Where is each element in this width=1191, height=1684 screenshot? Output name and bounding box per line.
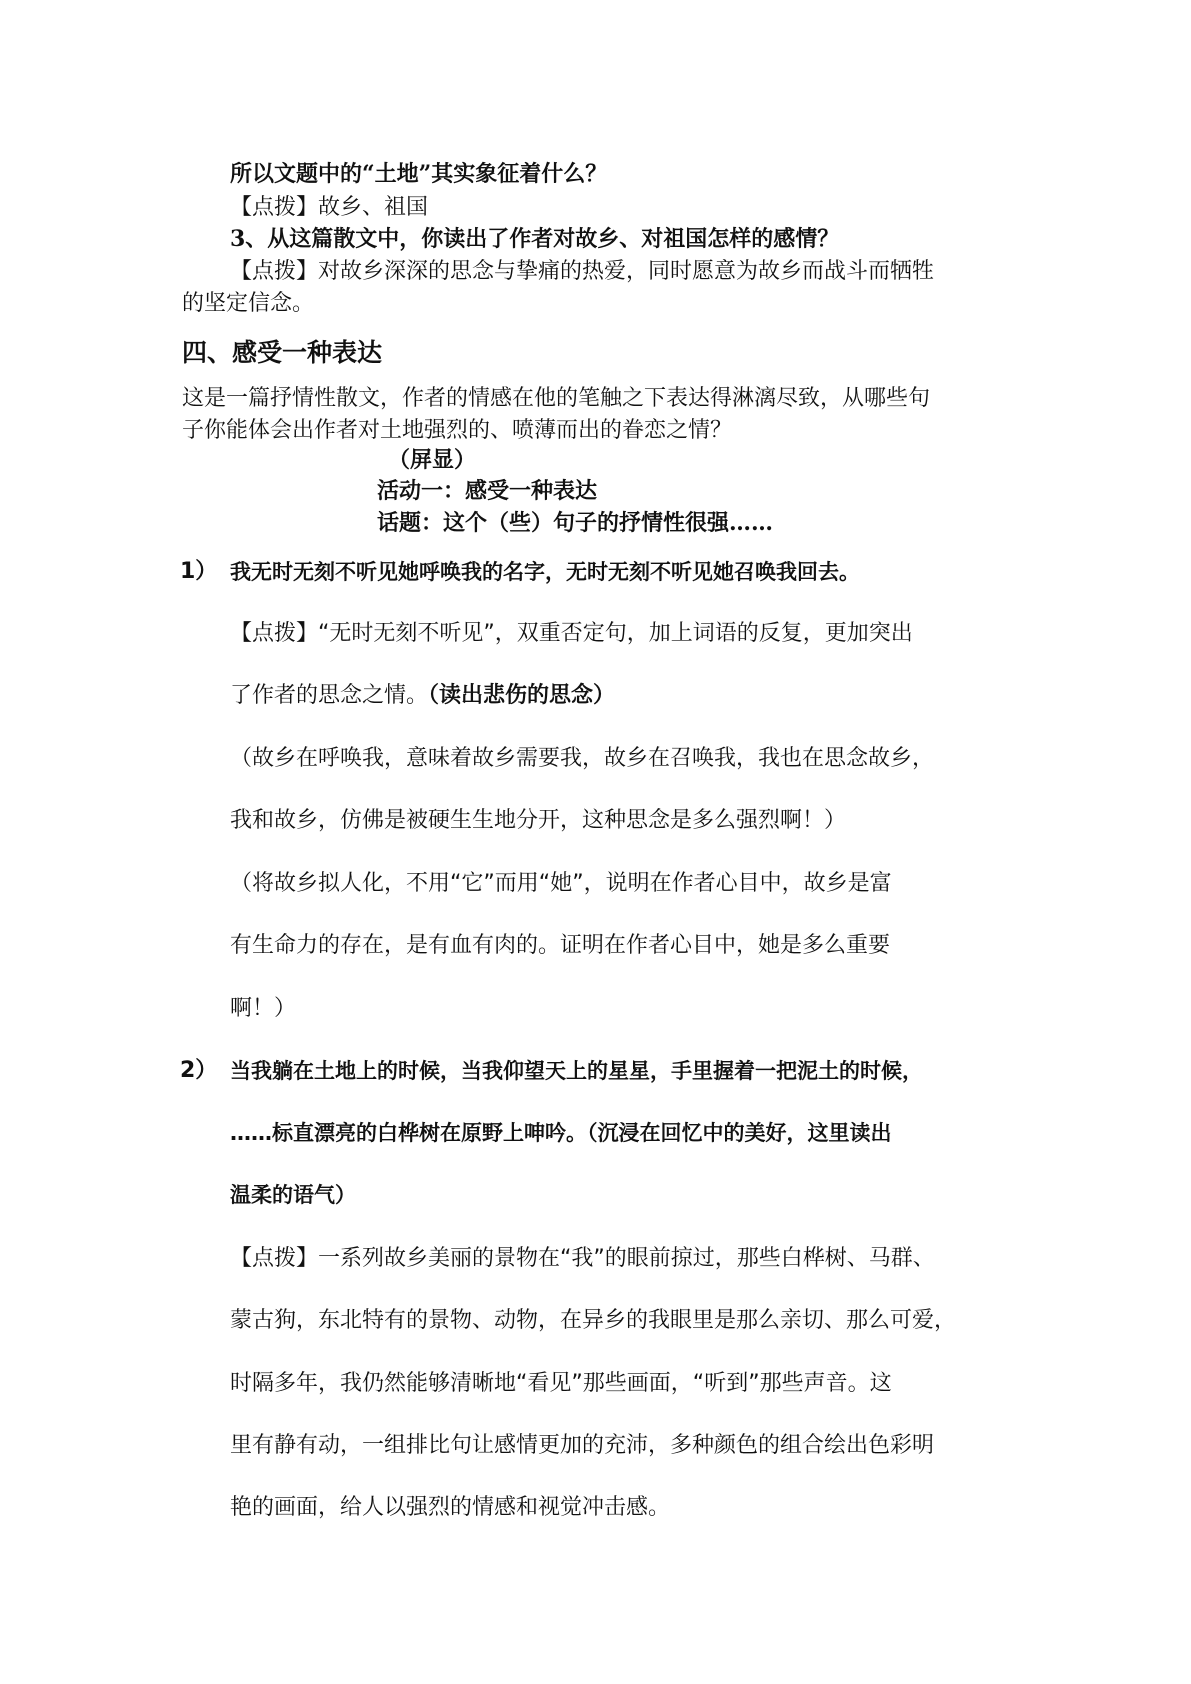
activity-label: 活动一：感受一种表达 — [377, 478, 598, 504]
item-1-note1-line1: （故乡在呼唤我，意味着故乡需要我，故乡在召唤我，我也在思念故乡， — [230, 746, 935, 771]
item-1-note1-line2: 我和故乡，仿佛是被硬生生地分开，这种思念是多么强烈啊！） — [230, 808, 847, 833]
item-1-number: 1） — [180, 559, 218, 584]
item-2-hint-line5: 艳的画面，给人以强烈的情感和视觉冲击感。 — [230, 1495, 671, 1520]
item-1-hint-bold: （读出悲伤的思念） — [428, 683, 616, 708]
hint-symbol: 【点拨】故乡、祖国 — [230, 195, 429, 220]
item-1-note2-line2: 有生命力的存在，是有血有肉的。证明在作者心目中，她是多么重要 — [230, 933, 891, 958]
screen-display-label: （屏显） — [388, 447, 477, 473]
item-1-hint-line1: 【点拨】“无时无刻不听见”，双重否定句，加上词语的反复，更加突出 — [230, 621, 913, 646]
item-2-sentence-line1: 当我躺在土地上的时候，当我仰望天上的星星，手里握着一把泥土的时候， — [230, 1059, 923, 1083]
intro-line1: 这是一篇抒情性散文，作者的情感在他的笔触之下表达得淋漓尽致，从哪些句 — [182, 386, 931, 411]
intro-line2: 子你能体会出作者对土地强烈的、喷薄而出的眷恋之情？ — [182, 418, 733, 443]
item-2-number: 2） — [180, 1058, 218, 1083]
item-2-sentence-line3: 温柔的语气） — [230, 1183, 356, 1207]
item-2-hint-line3: 时隔多年，我仍然能够清晰地“看见”那些画面，“听到”那些声音。这 — [230, 1371, 892, 1396]
item-1-hint-plain: 了作者的思念之情。 — [230, 683, 429, 708]
item-1-sentence: 我无时无刻不听见她呼唤我的名字，无时无刻不听见她召唤我回去。 — [230, 560, 860, 584]
item-2-hint-line1: 【点拨】一系列故乡美丽的景物在“我”的眼前掠过，那些白桦树、马群、 — [230, 1246, 935, 1271]
item-1-note2-line1: （将故乡拟人化，不用“它”而用“她”，说明在作者心目中，故乡是富 — [230, 871, 892, 896]
item-1-hint-line2 — [230, 678, 615, 709]
hint-3-line1: 【点拨】对故乡深深的思念与挚痛的热爱，同时愿意为故乡而战斗而牺牲 — [230, 259, 935, 284]
item-1-note2-line3: 啊！） — [230, 996, 297, 1021]
item-2-hint-line2: 蒙古狗，东北特有的景物、动物，在异乡的我眼里是那么亲切、那么可爱， — [230, 1308, 957, 1333]
item-2-hint-line4: 里有静有动，一组排比句让感情更加的充沛，多种颜色的组合绘出色彩明 — [230, 1433, 935, 1458]
question-3: 3、从这篇散文中，你读出了作者对故乡、对祖国怎样的感情？ — [230, 226, 840, 252]
section-heading: 四、感受一种表达 — [182, 338, 383, 367]
item-2-sentence-line2: ……标直漂亮的白桦树在原野上呻吟。（沉浸在回忆中的美好，这里读出 — [230, 1121, 892, 1145]
topic-label: 话题：这个（些）句子的抒情性很强…… — [377, 510, 774, 536]
hint-3-line2: 的坚定信念。 — [182, 291, 315, 316]
question-symbol: 所以文题中的“土地”其实象征着什么？ — [230, 161, 608, 187]
